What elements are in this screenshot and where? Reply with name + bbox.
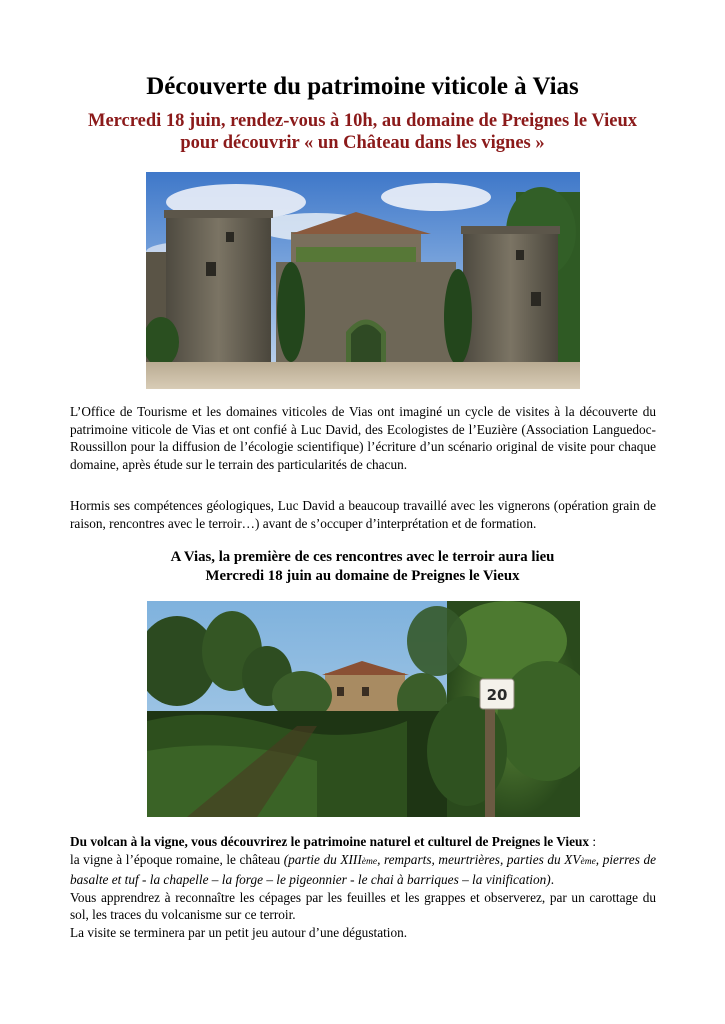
section-heading-line-1: A Vias, la première de ces rencontres avec le terroir aura lieu [170,549,555,565]
section-heading-line-2: Mercredi 18 juin au domaine de Preignes le Vieux [205,568,520,584]
chateau-photo [146,172,580,389]
program-paragraph: Du volcan à la vigne, vous découvrirez le patrimoine naturel et culturel de Preignes le Vieux : la vigne à l’époque romaine, le château (partie du XIIIème, remparts, meurtrières, parties du XVème, pierres de basalte et tuf - la chapelle – la forge – le pigeonnier - le chai à barriques – la vinification). Vous apprendrez à reconnaître les cépages par les feuilles et les grappes et observerez, par un carottage du sol, les traces du volcanisme sur ce terroir. La visite se terminera par un petit jeu autour d’une dégustation. [70,834,657,940]
vine-row-sign: 20 [486,686,508,704]
intro-paragraph: L’Office de Tourisme et les domaines viticoles de Vias ont imaginé un cycle de visites à la découverte du patrimoine viticole de Vias et ont confié à Luc David, des Ecologistes de l’Euzière (Association Languedoc-Roussillon pour la diffusion de l’écologie scientifique) l’écriture d’un scénario original de visite pour chaque domaine, après étude sur le terrain des particularités de chacun. [70,404,656,472]
event-subtitle [40,110,685,154]
program-degustation: La visite se terminera par un petit jeu autour d’une dégustation. [70,924,408,940]
page-title: Découverte du patrimoine viticole à Vias [146,73,579,100]
program-cepages: Vous apprendrez à reconnaître les cépages par les feuilles et les grappes et observerez, par un carottage du sol, les traces du volcanisme sur ce terroir. [70,889,656,922]
vineyard-photo [147,601,580,817]
section-heading [60,548,665,586]
program-lead: Du volcan à la vigne, vous découvrirez le patrimoine naturel et culturel de Preignes le Vieux [70,834,590,849]
subtitle-line-1: Mercredi 18 juin, rendez-vous à 10h, au domaine de Preignes le Vieux [88,111,637,131]
luc-david-paragraph: Hormis ses compétences géologiques, Luc David a beaucoup travaillé avec les vignerons (opération grain de raison, rencontres avec le terroir…) avant de s’occuper d’interprétation et de formation. [70,498,656,531]
subtitle-line-2: pour découvrir « un Château dans les vignes » [180,133,545,153]
